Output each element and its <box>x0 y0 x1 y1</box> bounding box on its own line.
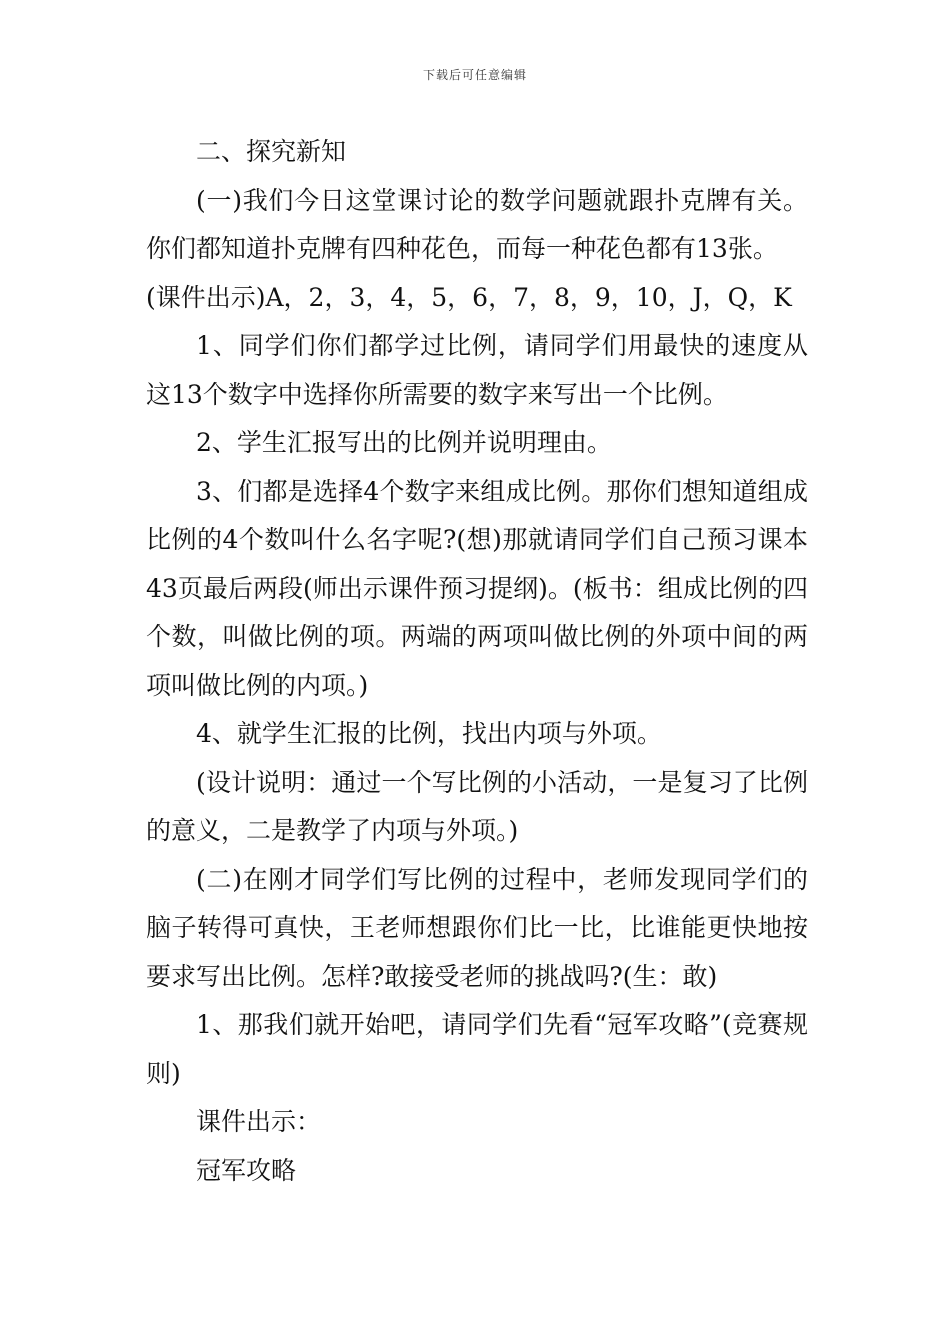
paragraph-step-4: 4、就学生汇报的比例，找出内项与外项。 <box>196 719 662 748</box>
paragraph-challenge: (二)在刚才同学们写比例的过程中，老师发现同学们的脑子转得可真快，王老师想跟你们比一比，比谁能更快地按要求写出比例。怎样?敢接受老师的挑战吗?(生：敢) <box>146 864 808 991</box>
paragraph-courseware-show: 课件出示： <box>196 1107 322 1136</box>
page-header-note: 下载后可任意编辑 <box>422 68 527 82</box>
paragraph-poker-intro: (一)我们今日这堂课讨论的数学问题就跟扑克牌有关。你们都知道扑克牌有四种花色，而每一种花色都有13张。 <box>146 185 808 263</box>
document-body <box>146 128 808 1195</box>
paragraph-design-note: (设计说明：通过一个写比例的小活动，一是复习了比例的意义，二是教学了内项与外项。) <box>146 767 808 845</box>
paragraph-champion-guide: 冠军攻略 <box>196 1155 297 1185</box>
section-heading: 二、探究新知 <box>196 137 347 166</box>
paragraph-rules: 1、那我们就开始吧，请同学们先看“冠军攻略”(竞赛规则) <box>146 1010 808 1088</box>
paragraph-courseware-cards: (课件出示)A，2，3，4，5，6，7，8，9，10，J，Q，K <box>146 282 792 312</box>
paragraph-step-3: 3、们都是选择4个数字来组成比例。那你们想知道组成比例的4个数叫什么名字呢?(想)那就请同学们自己预习课本43页最后两段(师出示课件预习提纲)。(板书：组成比例的四个数，叫做比例的项。两端的两项叫做比例的外项中间的两项叫做比例的内项。) <box>146 476 808 700</box>
paragraph-step-1: 1、同学们你们都学过比例，请同学们用最快的速度从这13个数字中选择你所需要的数字来写出一个比例。 <box>146 331 808 409</box>
paragraph-step-2: 2、学生汇报写出的比例并说明理由。 <box>196 428 612 457</box>
